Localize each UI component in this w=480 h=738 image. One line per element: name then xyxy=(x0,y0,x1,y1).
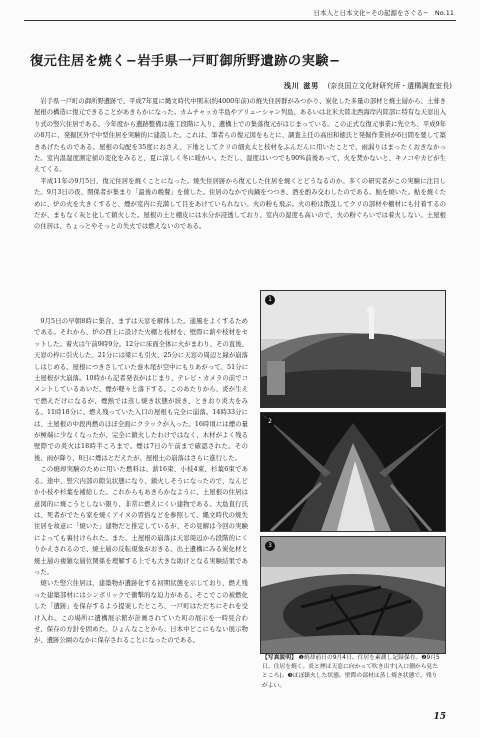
photo-3-image xyxy=(261,537,445,653)
photo-caption xyxy=(262,654,442,691)
article-title-block xyxy=(30,50,452,91)
header-rule xyxy=(24,20,456,21)
photo-number: 3 xyxy=(265,541,275,551)
running-header: 日本人と日本文化−その起源をさぐる− No.11 xyxy=(313,9,454,17)
article-body-left-column xyxy=(34,316,248,647)
caption-text: ❶焼却前日の9月4日、住居を素測し記録保存。❷9月5日、住居を焼く。炎と煙は天窓に向かって吹き出す(入口側から見たところ)。❸ほぼ鎮火した状態。壁際の部材は蒸し焼き状態で、残りがよい。 xyxy=(262,655,440,689)
photo-2-image xyxy=(261,413,445,531)
photo-dwelling-before-burning xyxy=(260,290,446,408)
paragraph: 9月5日の早朝8時に集合、まずは天窓を解体した。通風をよくするためである。それから、炉の西上に設けた火棚と枝材を、壁際に薪や枝材をセットした。着火は午前9時9分。12分に床面全体に火がまわり、その直後、天窓の枠に引火した。21分には梁にも引火、25分に天窓の周辺と縁が崩落しはじめる。屋根につきさしていた巻木尾が空中にもりあがって、51分に土屋根が大崩落。10時から記者発表がはじまり、テレビ・カメラの前でコメントしているあいだ、煙が軽々と落下する。このあたりから、炎が生えで燃えだけになるが、煙熱では蒸し焼き状態が続き、ときおり炎大をみる。11時18分に、燃え残っていた入口の屋根も完全に崩落。14時33分には、土屋根の中段再燃のほぼ全面にクラックが入った。16時頃には煙の量が極端に少なくなったが、完全に鎮火したわけではなく、木材がよく残る壁際での炎火は18時半ころまで。煙は7日の午前まで確認された。その後、雨が降り、8日に煙はとだえたが、屋根土の崩落はさらに進行した。 xyxy=(34,318,248,462)
paragraph: この焼却実験のために用いた燃料は、薪16束、小枝4束、杉葉6束である。途中、竪穴内部の隙気状態になり、鎮火しそうになったので、なんどか小枝や杉葉を補給した。これからもあきらかなように、土屋根の住居は意図的に焼こうとしない限り、非常に燃えにくい建物である。大島直行氏は、死者がでたら家を焼くアイヌの習俗などを参照して、縄文時代の焼失住居を故意に「焼いた」建物だと推定しているが、その見解は今回の実験によっても裏付けられた。また、土屋根の崩落は天窓周辺から段階的にくりかえされるので、焼土層の反転現象がおきる。出土遺構にみる炭化材と焼土層の複雑な層位関係を理解する上でも大きな助けとなる実験結果であった。 xyxy=(34,466,248,576)
author-name: 浅川 滋男 xyxy=(283,82,320,90)
article-body-top xyxy=(34,96,446,233)
photo-dwelling-burning xyxy=(260,412,446,532)
photo-number: 2 xyxy=(265,417,275,427)
paragraph: 岩手県一戸町の御所野遺跡で、平成7年夏に縄文時代中期末(約4000年前)の焼失住居群がみつかり、炭化した多量の部材と焼土層から、土葺き屋根の構造に復元できることがあきらかになった。カムチャッカ半島やアリューシャン列島、あるいは北米大陸北西海岸内陸部に特有な天窓出入り式の竪穴住居である。今年度から遺跡整備は施工段階に入り、遺構上での集落復元がはじまっている。この正式な復元事業に先立ち、平成9年の8月に、発掘区外で中型住居を実験的に建設した。これは、筆者らの復元図をもとに、調査主任の高田和徳氏と発掘作業員が6日間を要して築きあげたものである。屋根の勾配を35度におさえ、下地としてクリの細丸太と枝材をふんだんに用いたことで、雨漏りはまったくおきなかった。室内温湿度測定値の変化をみると、夏に涼しく冬に暖かい。ただし、湿度はいつでも90%前後あって、火を焚かないと、キノコやカビが生えてくる。 xyxy=(34,98,446,174)
photo-number: 1 xyxy=(265,295,275,305)
caption-label: 【写真説明】 xyxy=(262,655,297,661)
photo-1-image xyxy=(261,291,445,407)
photo-dwelling-extinguished xyxy=(260,536,446,654)
byline xyxy=(30,81,452,91)
author-affiliation: (奈良国立文化財研究所・遺構調査室長) xyxy=(327,82,452,90)
paragraph: 焼いた竪穴住居は、建築物が遺跡化する初期状態を示しており、燃え残った建築部材にはシンボリックで衝撃的な迫力がある。そこでこの被燃化した「遺跡」を保存するよう提案したところ、一戸町はただちにそれを受け入れ、この場所に遺構展示館が計画されていた町の展示を一時見合わせ、保存の方針を固めた。ひょんなことから、日本中どこにもない展示物が、遺跡公園のなかに保存されることになったのである。 xyxy=(34,580,248,645)
page-number: 15 xyxy=(433,712,446,722)
article-title: 復元住居を焼く−岩手県一戸町御所野遺跡の実験− xyxy=(30,54,341,69)
paragraph: 平成11年の9月5日、復元住居を焼くことになった。焼失住居跡から復元した住居を焼くとどうなるのか。多くの研究者がこの実験に注目した。9月3日の夜、関係者が集まり「最後の晩餐」を催した。住居のなかで肉鍋をつつき、酒を酌み交わしたのである。鮎を焼いた。鮎を焼くために、炉の火を大きくすると、煙が室内に充満して目をあけていられない。火の粉も飛ぶ。火の粉は散乱してクリの部材や棚材にも付着するのだが、まもなく灰と化して鎮火した。屋根の土と棚皮には水分が浸透しており、室内の湿度も高いので、火の粉ぐらいでは着火しない。土屋根の住居は、ちょっとやそっとの失火では燃えないのである。 xyxy=(34,177,446,231)
